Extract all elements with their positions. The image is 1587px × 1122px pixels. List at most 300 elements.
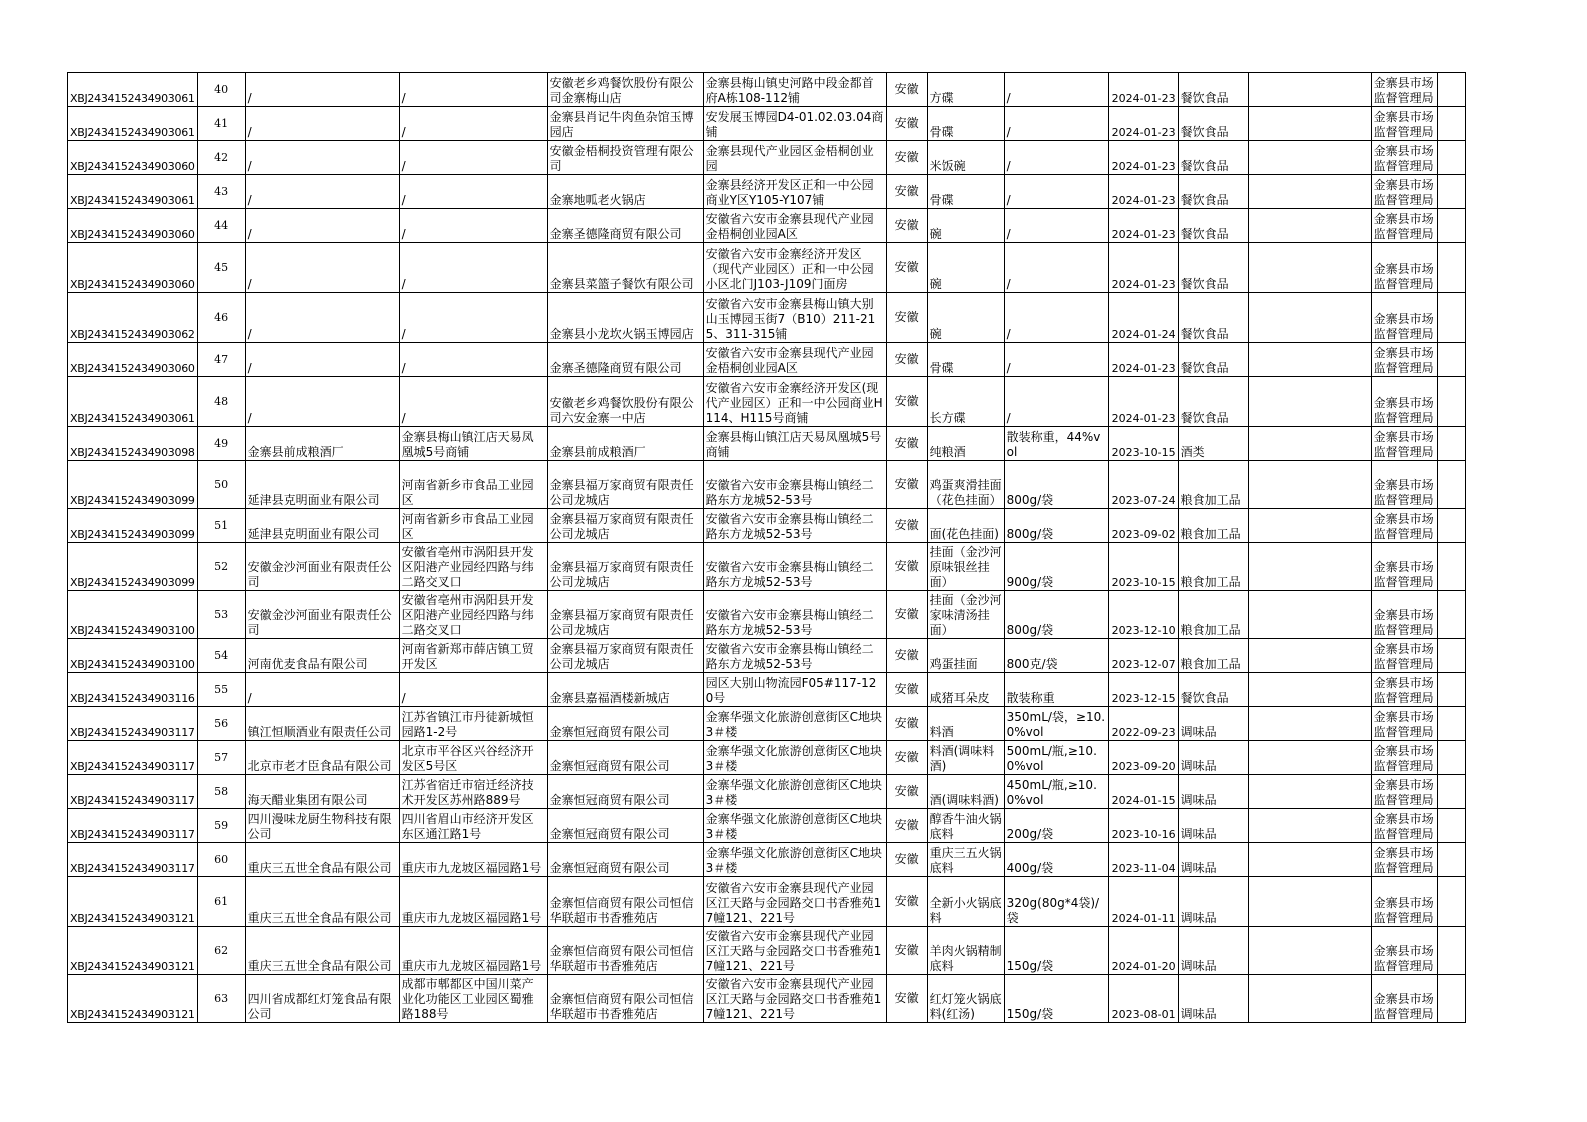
sample-code: XBJ2434152434903061	[68, 175, 198, 209]
seller-address: 安徽省六安市金寨县现代产业园金梧桐创业园A区	[703, 209, 886, 243]
production-date: 2024-01-23	[1108, 141, 1178, 175]
empty-cell	[1248, 243, 1371, 293]
table-row	[68, 591, 1466, 639]
table-row	[68, 707, 1466, 741]
production-date: 2024-01-11	[1108, 877, 1178, 927]
sample-code: XBJ2434152434903060	[68, 343, 198, 377]
sample-code: XBJ2434152434903061	[68, 377, 198, 427]
table-row	[68, 141, 1466, 175]
sample-code: XBJ2434152434903116	[68, 673, 198, 707]
manufacturer-name: /	[245, 141, 399, 175]
inspection-agency: 金寨县市场监督管理局	[1371, 843, 1437, 877]
manufacturer-address: 安徽省亳州市涡阳县开发区阳港产业园经四路与纬二路交叉口	[399, 543, 547, 591]
inspection-agency: 金寨县市场监督管理局	[1371, 141, 1437, 175]
seller-address: 安徽省六安市金寨县现代产业园金梧桐创业园A区	[703, 343, 886, 377]
province: 安徽	[886, 591, 927, 639]
seller-name: 金寨县小龙坎火锅玉博园店	[547, 293, 703, 343]
specification: 450mL/瓶,≥10.0%vol	[1004, 775, 1108, 809]
row-number: 54	[197, 639, 245, 673]
manufacturer-address: /	[399, 141, 547, 175]
province: 安徽	[886, 243, 927, 293]
seller-address: 金寨华强文化旅游创意街区C地块3＃楼	[703, 775, 886, 809]
sample-code: XBJ2434152434903098	[68, 427, 198, 461]
food-category: 餐饮食品	[1178, 293, 1248, 343]
empty-cell	[1248, 927, 1371, 975]
seller-address: 安徽省六安市金寨县梅山镇经二路东方龙城52-53号	[703, 639, 886, 673]
manufacturer-address: 成都市郫都区中国川菜产业化功能区工业园区蜀雅路188号	[399, 975, 547, 1023]
seller-address: 金寨县现代产业园区金梧桐创业园	[703, 141, 886, 175]
empty-cell	[1248, 591, 1371, 639]
seller-name: 金寨县肖记牛肉鱼杂馆玉博园店	[547, 107, 703, 141]
table-row	[68, 107, 1466, 141]
manufacturer-address: 河南省新郑市薛店镇工贸开发区	[399, 639, 547, 673]
specification: /	[1004, 293, 1108, 343]
food-category: 调味品	[1178, 927, 1248, 975]
sample-code: XBJ2434152434903100	[68, 591, 198, 639]
production-date: 2023-10-15	[1108, 427, 1178, 461]
specification: 350mL/袋，≥10.0%vol	[1004, 707, 1108, 741]
empty-cell	[1248, 639, 1371, 673]
seller-name: 金寨恒冠商贸有限公司	[547, 843, 703, 877]
table-row	[68, 377, 1466, 427]
empty-cell	[1437, 975, 1465, 1023]
empty-cell	[1437, 639, 1465, 673]
row-number: 46	[197, 293, 245, 343]
manufacturer-address: /	[399, 673, 547, 707]
empty-cell	[1248, 141, 1371, 175]
manufacturer-address: /	[399, 243, 547, 293]
province: 安徽	[886, 461, 927, 509]
empty-cell	[1248, 377, 1371, 427]
sample-code: XBJ2434152434903060	[68, 141, 198, 175]
table-row	[68, 543, 1466, 591]
food-category: 调味品	[1178, 843, 1248, 877]
manufacturer-name: 延津县克明面业有限公司	[245, 509, 399, 543]
product-name: 挂面（金沙河原味银丝挂面）	[927, 543, 1004, 591]
product-name: 骨碟	[927, 107, 1004, 141]
production-date: 2023-10-16	[1108, 809, 1178, 843]
specification: 150g/袋	[1004, 927, 1108, 975]
sample-code: XBJ2434152434903099	[68, 543, 198, 591]
empty-cell	[1437, 377, 1465, 427]
empty-cell	[1437, 543, 1465, 591]
empty-cell	[1248, 209, 1371, 243]
province: 安徽	[886, 377, 927, 427]
product-name: 羊肉火锅精制底料	[927, 927, 1004, 975]
product-name: 纯粮酒	[927, 427, 1004, 461]
food-category: 调味品	[1178, 707, 1248, 741]
product-name: 碗	[927, 209, 1004, 243]
row-number: 51	[197, 509, 245, 543]
table-row	[68, 427, 1466, 461]
production-date: 2023-09-20	[1108, 741, 1178, 775]
inspection-agency: 金寨县市场监督管理局	[1371, 741, 1437, 775]
province: 安徽	[886, 209, 927, 243]
province: 安徽	[886, 343, 927, 377]
row-number: 48	[197, 377, 245, 427]
manufacturer-name: /	[245, 209, 399, 243]
manufacturer-address: /	[399, 343, 547, 377]
seller-address: 金寨华强文化旅游创意街区C地块3＃楼	[703, 809, 886, 843]
seller-address: 金寨华强文化旅游创意街区C地块3＃楼	[703, 741, 886, 775]
specification: /	[1004, 209, 1108, 243]
manufacturer-name: 重庆三五世全食品有限公司	[245, 877, 399, 927]
seller-name: 金寨县嘉福酒楼新城店	[547, 673, 703, 707]
manufacturer-address: 河南省新乡市食品工业园区	[399, 461, 547, 509]
empty-cell	[1248, 877, 1371, 927]
manufacturer-address: 重庆市九龙坡区福园路1号	[399, 927, 547, 975]
province: 安徽	[886, 639, 927, 673]
specification: 320g(80g*4袋)/袋	[1004, 877, 1108, 927]
inspection-agency: 金寨县市场监督管理局	[1371, 927, 1437, 975]
sample-code: XBJ2434152434903117	[68, 707, 198, 741]
sample-code: XBJ2434152434903117	[68, 775, 198, 809]
inspection-agency: 金寨县市场监督管理局	[1371, 209, 1437, 243]
empty-cell	[1248, 107, 1371, 141]
manufacturer-name: 安徽金沙河面业有限责任公司	[245, 543, 399, 591]
seller-name: 金寨恒冠商贸有限公司	[547, 707, 703, 741]
inspection-agency: 金寨县市场监督管理局	[1371, 775, 1437, 809]
seller-address: 安徽省六安市金寨县梅山镇经二路东方龙城52-53号	[703, 591, 886, 639]
sample-code: XBJ2434152434903121	[68, 877, 198, 927]
specification: 200g/袋	[1004, 809, 1108, 843]
food-category: 餐饮食品	[1178, 73, 1248, 107]
seller-name: 金寨县福万家商贸有限责任公司龙城店	[547, 543, 703, 591]
row-number: 49	[197, 427, 245, 461]
manufacturer-name: 重庆三五世全食品有限公司	[245, 927, 399, 975]
product-name: 酒(调味料酒)	[927, 775, 1004, 809]
row-number: 61	[197, 877, 245, 927]
manufacturer-address: 重庆市九龙坡区福园路1号	[399, 843, 547, 877]
sample-code: XBJ2434152434903061	[68, 107, 198, 141]
province: 安徽	[886, 927, 927, 975]
row-number: 47	[197, 343, 245, 377]
province: 安徽	[886, 293, 927, 343]
table-row	[68, 293, 1466, 343]
seller-address: 安发展玉博园D4-01.02.03.04商铺	[703, 107, 886, 141]
seller-name: 金寨圣德隆商贸有限公司	[547, 343, 703, 377]
product-name: 米饭碗	[927, 141, 1004, 175]
row-number: 52	[197, 543, 245, 591]
production-date: 2024-01-20	[1108, 927, 1178, 975]
production-date: 2024-01-23	[1108, 107, 1178, 141]
production-date: 2023-10-15	[1108, 543, 1178, 591]
inspection-agency: 金寨县市场监督管理局	[1371, 591, 1437, 639]
food-category: 酒类	[1178, 427, 1248, 461]
specification: /	[1004, 377, 1108, 427]
specification: 800g/袋	[1004, 461, 1108, 509]
seller-name: 金寨县福万家商贸有限责任公司龙城店	[547, 639, 703, 673]
manufacturer-address: 江苏省宿迁市宿迁经济技术开发区苏州路889号	[399, 775, 547, 809]
empty-cell	[1248, 809, 1371, 843]
inspection-agency: 金寨县市场监督管理局	[1371, 673, 1437, 707]
inspection-agency: 金寨县市场监督管理局	[1371, 877, 1437, 927]
food-category: 粮食加工品	[1178, 591, 1248, 639]
production-date: 2023-12-15	[1108, 673, 1178, 707]
production-date: 2023-08-01	[1108, 975, 1178, 1023]
manufacturer-address: 河南省新乡市食品工业园区	[399, 509, 547, 543]
inspection-agency: 金寨县市场监督管理局	[1371, 975, 1437, 1023]
seller-address: 安徽省六安市金寨县梅山镇大别山玉博园玉街7（B10）211-215、311-315铺	[703, 293, 886, 343]
production-date: 2024-01-23	[1108, 209, 1178, 243]
inspection-agency: 金寨县市场监督管理局	[1371, 543, 1437, 591]
empty-cell	[1437, 461, 1465, 509]
row-number: 53	[197, 591, 245, 639]
row-number: 50	[197, 461, 245, 509]
production-date: 2024-01-23	[1108, 343, 1178, 377]
province: 安徽	[886, 843, 927, 877]
manufacturer-name: 金寨县前成粮酒厂	[245, 427, 399, 461]
seller-name: 金寨恒信商贸有限公司恒信华联超市书香雅苑店	[547, 927, 703, 975]
manufacturer-address: 金寨县梅山镇江店天易凤凰城5号商铺	[399, 427, 547, 461]
manufacturer-name: /	[245, 175, 399, 209]
specification: /	[1004, 243, 1108, 293]
province: 安徽	[886, 107, 927, 141]
row-number: 58	[197, 775, 245, 809]
manufacturer-name: /	[245, 293, 399, 343]
table-row	[68, 73, 1466, 107]
product-name: 醇香牛油火锅底料	[927, 809, 1004, 843]
seller-address: 安徽省六安市金寨经济开发区（现代产业园区）正和一中公园小区北门J103-J109门面房	[703, 243, 886, 293]
seller-name: 安徽老乡鸡餐饮股份有限公司金寨梅山店	[547, 73, 703, 107]
inspection-agency: 金寨县市场监督管理局	[1371, 809, 1437, 843]
sample-code: XBJ2434152434903099	[68, 461, 198, 509]
empty-cell	[1437, 927, 1465, 975]
inspection-agency: 金寨县市场监督管理局	[1371, 243, 1437, 293]
table-row	[68, 639, 1466, 673]
manufacturer-name: 海天醋业集团有限公司	[245, 775, 399, 809]
specification: 800g/袋	[1004, 509, 1108, 543]
table-row	[68, 343, 1466, 377]
empty-cell	[1248, 73, 1371, 107]
seller-name: 金寨地呱老火锅店	[547, 175, 703, 209]
product-name: 方碟	[927, 73, 1004, 107]
specification: 150g/袋	[1004, 975, 1108, 1023]
manufacturer-name: /	[245, 343, 399, 377]
product-name: 骨碟	[927, 175, 1004, 209]
province: 安徽	[886, 775, 927, 809]
seller-address: 金寨县梅山镇江店天易凤凰城5号商铺	[703, 427, 886, 461]
sample-code: XBJ2434152434903061	[68, 73, 198, 107]
product-name: 料酒	[927, 707, 1004, 741]
specification: /	[1004, 343, 1108, 377]
specification: /	[1004, 107, 1108, 141]
seller-name: 金寨圣德隆商贸有限公司	[547, 209, 703, 243]
empty-cell	[1248, 293, 1371, 343]
specification: /	[1004, 175, 1108, 209]
inspection-agency: 金寨县市场监督管理局	[1371, 293, 1437, 343]
production-date: 2023-12-07	[1108, 639, 1178, 673]
specification: 散装称重	[1004, 673, 1108, 707]
province: 安徽	[886, 809, 927, 843]
sample-code: XBJ2434152434903099	[68, 509, 198, 543]
seller-name: 金寨县福万家商贸有限责任公司龙城店	[547, 509, 703, 543]
manufacturer-name: 北京市老才臣食品有限公司	[245, 741, 399, 775]
empty-cell	[1248, 975, 1371, 1023]
empty-cell	[1437, 707, 1465, 741]
seller-address: 安徽省六安市金寨县梅山镇经二路东方龙城52-53号	[703, 509, 886, 543]
seller-address: 安徽省六安市金寨县梅山镇经二路东方龙城52-53号	[703, 543, 886, 591]
sample-code: XBJ2434152434903117	[68, 809, 198, 843]
specification: /	[1004, 73, 1108, 107]
food-category: 餐饮食品	[1178, 209, 1248, 243]
product-name: 全新小火锅底料	[927, 877, 1004, 927]
product-name: 挂面（金沙河家味清汤挂面）	[927, 591, 1004, 639]
manufacturer-address: 江苏省镇江市丹徒新城恒园路1-2号	[399, 707, 547, 741]
empty-cell	[1248, 707, 1371, 741]
food-category: 调味品	[1178, 975, 1248, 1023]
manufacturer-address: /	[399, 175, 547, 209]
province: 安徽	[886, 975, 927, 1023]
empty-cell	[1437, 877, 1465, 927]
product-name: 红灯笼火锅底料(红汤)	[927, 975, 1004, 1023]
seller-address: 金寨华强文化旅游创意街区C地块3＃楼	[703, 843, 886, 877]
food-category: 调味品	[1178, 809, 1248, 843]
food-category: 粮食加工品	[1178, 461, 1248, 509]
row-number: 45	[197, 243, 245, 293]
seller-address: 金寨县经济开发区正和一中公园商业Y区Y105-Y107铺	[703, 175, 886, 209]
empty-cell	[1248, 175, 1371, 209]
product-name: 鸡蛋挂面	[927, 639, 1004, 673]
table-row	[68, 775, 1466, 809]
empty-cell	[1437, 809, 1465, 843]
specification: 散装称重，44%vol	[1004, 427, 1108, 461]
table-body	[68, 73, 1466, 1023]
empty-cell	[1437, 73, 1465, 107]
empty-cell	[1437, 673, 1465, 707]
row-number: 41	[197, 107, 245, 141]
row-number: 57	[197, 741, 245, 775]
empty-cell	[1248, 343, 1371, 377]
specification: 800克/袋	[1004, 639, 1108, 673]
empty-cell	[1248, 843, 1371, 877]
seller-name: 安徽金梧桐投资管理有限公司	[547, 141, 703, 175]
empty-cell	[1437, 741, 1465, 775]
manufacturer-name: /	[245, 673, 399, 707]
sample-code: XBJ2434152434903062	[68, 293, 198, 343]
manufacturer-address: /	[399, 377, 547, 427]
table-row	[68, 975, 1466, 1023]
province: 安徽	[886, 707, 927, 741]
manufacturer-name: 四川漫味龙厨生物科技有限公司	[245, 809, 399, 843]
empty-cell	[1248, 509, 1371, 543]
empty-cell	[1437, 343, 1465, 377]
production-date: 2024-01-23	[1108, 243, 1178, 293]
empty-cell	[1248, 461, 1371, 509]
empty-cell	[1437, 843, 1465, 877]
manufacturer-address: 四川省眉山市经济开发区东区通江路1号	[399, 809, 547, 843]
table-row	[68, 741, 1466, 775]
production-date: 2024-01-23	[1108, 175, 1178, 209]
specification: /	[1004, 141, 1108, 175]
product-name: 料酒(调味料酒)	[927, 741, 1004, 775]
product-name: 咸猪耳朵皮	[927, 673, 1004, 707]
row-number: 43	[197, 175, 245, 209]
inspection-agency: 金寨县市场监督管理局	[1371, 707, 1437, 741]
manufacturer-address: /	[399, 209, 547, 243]
row-number: 55	[197, 673, 245, 707]
table-row	[68, 673, 1466, 707]
product-name: 碗	[927, 293, 1004, 343]
sample-code: XBJ2434152434903060	[68, 243, 198, 293]
inspection-agency: 金寨县市场监督管理局	[1371, 73, 1437, 107]
sample-code: XBJ2434152434903060	[68, 209, 198, 243]
manufacturer-name: 四川省成都红灯笼食品有限公司	[245, 975, 399, 1023]
product-name: 长方碟	[927, 377, 1004, 427]
product-name: 鸡蛋爽滑挂面（花色挂面）	[927, 461, 1004, 509]
production-date: 2023-12-10	[1108, 591, 1178, 639]
table-row	[68, 927, 1466, 975]
sample-code: XBJ2434152434903100	[68, 639, 198, 673]
empty-cell	[1437, 209, 1465, 243]
inspection-agency: 金寨县市场监督管理局	[1371, 343, 1437, 377]
production-date: 2024-01-15	[1108, 775, 1178, 809]
food-category: 粮食加工品	[1178, 509, 1248, 543]
row-number: 63	[197, 975, 245, 1023]
manufacturer-name: /	[245, 73, 399, 107]
manufacturer-address: /	[399, 293, 547, 343]
food-category: 餐饮食品	[1178, 243, 1248, 293]
seller-address: 金寨华强文化旅游创意街区C地块3＃楼	[703, 707, 886, 741]
table-row	[68, 877, 1466, 927]
seller-name: 金寨恒信商贸有限公司恒信华联超市书香雅苑店	[547, 877, 703, 927]
seller-address: 安徽省六安市金寨县现代产业园区江天路与金园路交口书香雅苑17幢121、221号	[703, 927, 886, 975]
table-row	[68, 209, 1466, 243]
inspection-agency: 金寨县市场监督管理局	[1371, 427, 1437, 461]
manufacturer-name: 河南优麦食品有限公司	[245, 639, 399, 673]
manufacturer-name: 安徽金沙河面业有限责任公司	[245, 591, 399, 639]
empty-cell	[1437, 293, 1465, 343]
specification: 400g/袋	[1004, 843, 1108, 877]
empty-cell	[1437, 175, 1465, 209]
seller-name: 安徽老乡鸡餐饮股份有限公司六安金寨一中店	[547, 377, 703, 427]
manufacturer-name: /	[245, 107, 399, 141]
food-category: 调味品	[1178, 775, 1248, 809]
food-category: 餐饮食品	[1178, 343, 1248, 377]
province: 安徽	[886, 73, 927, 107]
production-date: 2022-09-23	[1108, 707, 1178, 741]
province: 安徽	[886, 673, 927, 707]
seller-name: 金寨县菜篮子餐饮有限公司	[547, 243, 703, 293]
production-date: 2024-01-24	[1108, 293, 1178, 343]
inspection-agency: 金寨县市场监督管理局	[1371, 461, 1437, 509]
empty-cell	[1437, 141, 1465, 175]
province: 安徽	[886, 741, 927, 775]
manufacturer-name: 镇江恒顺酒业有限责任公司	[245, 707, 399, 741]
manufacturer-name: 延津县克明面业有限公司	[245, 461, 399, 509]
inspection-agency: 金寨县市场监督管理局	[1371, 639, 1437, 673]
sampling-results-table	[67, 72, 1466, 1023]
food-category: 粮食加工品	[1178, 543, 1248, 591]
row-number: 59	[197, 809, 245, 843]
inspection-agency: 金寨县市场监督管理局	[1371, 509, 1437, 543]
inspection-agency: 金寨县市场监督管理局	[1371, 377, 1437, 427]
seller-address: 安徽省六安市金寨经济开发区(现代产业园区）正和一中公园商业H114、H115号商铺	[703, 377, 886, 427]
row-number: 40	[197, 73, 245, 107]
seller-name: 金寨恒信商贸有限公司恒信华联超市书香雅苑店	[547, 975, 703, 1023]
production-date: 2024-01-23	[1108, 73, 1178, 107]
row-number: 56	[197, 707, 245, 741]
manufacturer-address: 安徽省亳州市涡阳县开发区阳港产业园经四路与纬二路交叉口	[399, 591, 547, 639]
table-row	[68, 175, 1466, 209]
province: 安徽	[886, 877, 927, 927]
empty-cell	[1248, 741, 1371, 775]
manufacturer-address: /	[399, 73, 547, 107]
sample-code: XBJ2434152434903121	[68, 927, 198, 975]
seller-name: 金寨县福万家商贸有限责任公司龙城店	[547, 461, 703, 509]
sample-code: XBJ2434152434903121	[68, 975, 198, 1023]
manufacturer-name: 重庆三五世全食品有限公司	[245, 843, 399, 877]
